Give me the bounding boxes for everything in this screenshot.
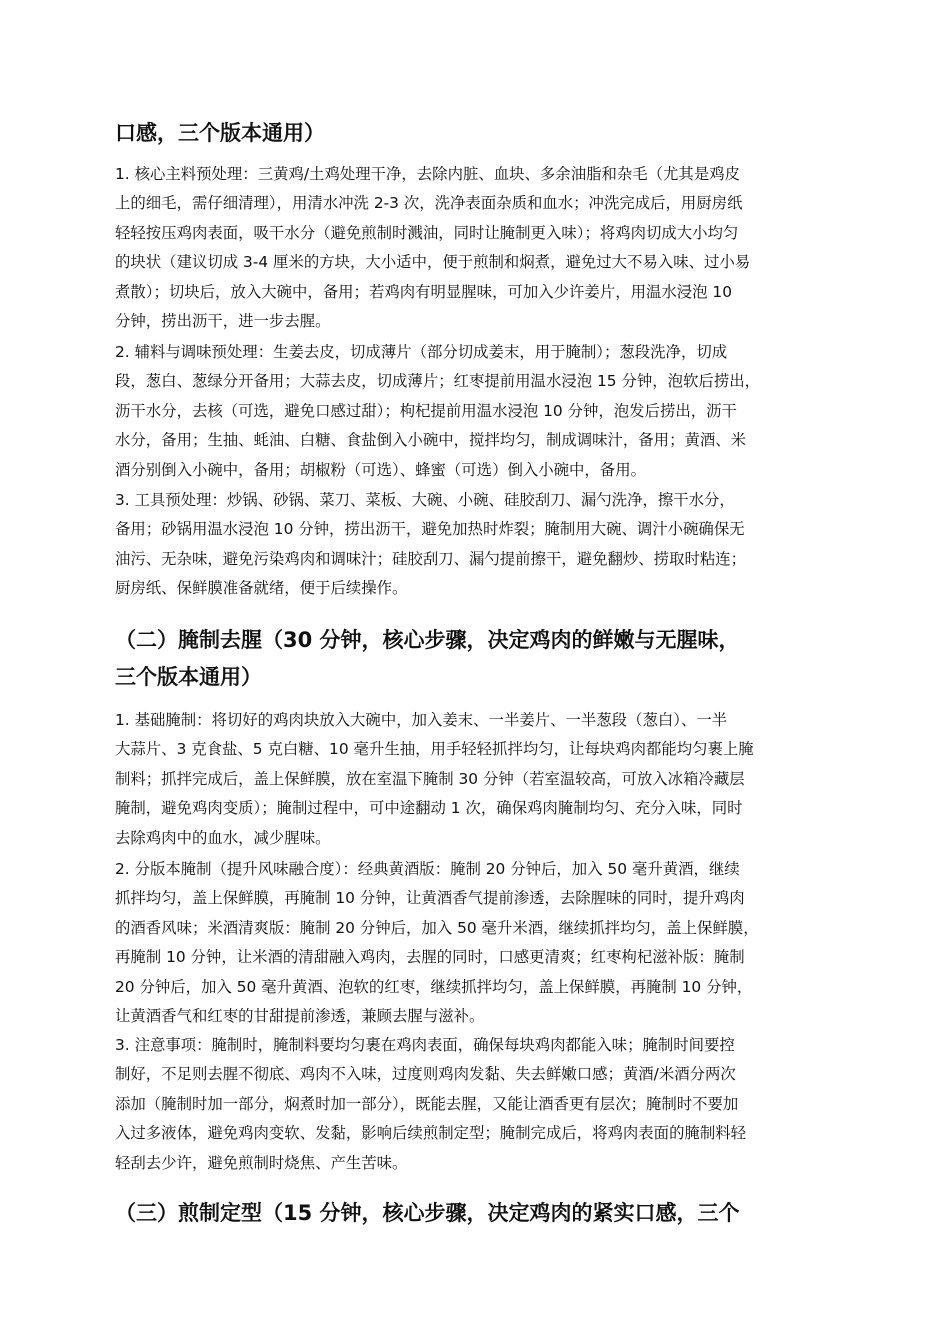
text-line: 水分，备用；生抽、蚝油、白糖、食盐倒入小碗中，搅拌均匀，制成调味汁，备用；黄酒、米 xyxy=(115,431,747,450)
text-line: 添加（腌制时加一部分，焖煮时加一部分），既能去腥，又能让酒香更有层次；腌制时不要加 xyxy=(115,1094,739,1113)
text-line: 让黄酒香气和红枣的甘甜提前渗透，兼顾去腥与滋补。 xyxy=(115,1007,485,1026)
text-line: 沥干水分，去核（可选，避免口感过甜）；枸杞提前用温水浸泡 10 分钟，泡发后捞出，沥干 xyxy=(115,401,737,420)
text-line: 的酒香风味；米酒清爽版：腌制 20 分钟后，加入 50 毫升米酒，继续抓拌均匀，盖上保鲜膜， xyxy=(115,918,759,937)
text-line: 再腌制 10 分钟，让米酒的清甜融入鸡肉，去腥的同时，口感更清爽；红枣枸杞滋补版：腌制 xyxy=(115,948,745,967)
text-line: 段，葱白、葱绿分开备用；大蒜去皮，切成薄片；红枣提前用温水浸泡 15 分钟，泡软后捞出， xyxy=(115,372,760,391)
text-line: 去除鸡肉中的血水，减少腥味。 xyxy=(115,828,331,847)
text-line: 厨房纸、保鲜膜准备就绪，便于后续操作。 xyxy=(115,579,408,598)
paragraph-core-ingredients xyxy=(115,160,837,336)
continued-heading: 口感，三个版本通用） xyxy=(115,121,325,145)
text-line: 2. 分版本腌制（提升风味融合度）：经典黄酒版：腌制 20 分钟后，加入 50 毫升黄酒，继续 xyxy=(115,860,740,878)
paragraph-notes xyxy=(115,1031,837,1178)
heading-line: （三）煎制定型（15 分钟，核心步骤，决定鸡肉的紧实口感，三个 xyxy=(115,1201,740,1225)
text-line: 1. 基础腌制：将切好的鸡肉块放入大碗中，加入姜末、一半姜片、一半葱段（葱白）、一半 xyxy=(115,711,728,729)
text-line: 1. 核心主料预处理：三黄鸡/土鸡处理干净，去除内脏、血块、多余油脂和杂毛（尤其是鸡皮 xyxy=(115,165,740,183)
text-line: 腌制，避免鸡肉变质）；腌制过程中，可中途翻动 1 次，确保鸡肉腌制均匀、充分入味，同时 xyxy=(115,799,743,818)
text-line: 上的细毛，需仔细清理），用清水冲洗 2-3 次，洗净表面杂质和血水；冲洗完成后，用厨房纸 xyxy=(115,194,743,213)
text-line: 3. 工具预处理：炒锅、砂锅、菜刀、菜板、大碗、小碗、硅胶刮刀、漏勺洗净，擦干水分， xyxy=(115,491,735,509)
text-line: 20 分钟后，加入 50 毫升黄酒、泡软的红枣，继续抓拌均匀，盖上保鲜膜，再腌制 10 分钟， xyxy=(115,977,753,996)
text-line: 入过多液体，避免鸡肉变软、发黏，影响后续煎制定型；腌制完成后，将鸡肉表面的腌制料轻 xyxy=(115,1124,747,1143)
text-line: 轻轻按压鸡肉表面，吸干水分（避免煎制时溅油，同时让腌制更入味）；将鸡肉切成大小均匀 xyxy=(115,223,739,242)
text-line: 2. 辅料与调味预处理：生姜去皮，切成薄片（部分切成姜末，用于腌制）；葱段洗净，切成 xyxy=(115,343,728,361)
text-line: 抓拌均匀，盖上保鲜膜，再腌制 10 分钟，让黄酒香气提前渗透，去除腥味的同时，提升鸡肉 xyxy=(115,889,745,908)
paragraph-tool-prep xyxy=(115,486,837,604)
text-line: 的块状（建议切成 3-4 厘米的方块，大小适中，便于煎制和焖煮，避免过大不易入味、过小易 xyxy=(115,253,751,272)
heading-line: （二）腌制去腥（30 分钟，核心步骤，决定鸡肉的鲜嫩与无腥味， xyxy=(115,628,740,652)
text-line: 分钟，捞出沥干，进一步去腥。 xyxy=(115,312,331,331)
text-line: 大蒜片、3 克食盐、5 克白糖、10 毫升生抽，用手轻轻抓拌均匀，让每块鸡肉都能均匀裹上腌 xyxy=(115,740,754,759)
text-line: 制料；抓拌完成后，盖上保鲜膜，放在室温下腌制 30 分钟（若室温较高，可放入冰箱冷藏层 xyxy=(115,769,745,788)
section-heading-marinate xyxy=(115,622,837,696)
paragraph-seasoning-prep xyxy=(115,338,837,485)
heading-line: 三个版本通用） xyxy=(115,665,262,689)
paragraph-version-marinate xyxy=(115,855,837,1031)
text-line: 油污、无杂味，避免污染鸡肉和调味汁；硅胶刮刀、漏勺提前擦干，避免翻炒、捞取时粘连； xyxy=(115,549,747,568)
text-line: 轻刮去少许，避免煎制时烧焦、产生苦味。 xyxy=(115,1153,408,1172)
text-line: 备用；砂锅用温水浸泡 10 分钟，捞出沥干，避免加热时炸裂；腌制用大碗、调汁小碗确保无 xyxy=(115,520,745,539)
text-line: 酒分别倒入小碗中，备用；胡椒粉（可选）、蜂蜜（可选）倒入小碗中，备用。 xyxy=(115,460,646,479)
text-line: 煮散）；切块后，放入大碗中，备用；若鸡肉有明显腥味，可加入少许姜片，用温水浸泡 10 xyxy=(115,282,733,301)
text-line: 3. 注意事项：腌制时，腌制料要均匀裹在鸡肉表面，确保每块鸡肉都能入味；腌制时间要控 xyxy=(115,1036,735,1054)
paragraph-basic-marinate xyxy=(115,706,837,853)
section-heading-frying xyxy=(115,1195,837,1232)
text-line: 制好，不足则去腥不彻底、鸡肉不入味，过度则鸡肉发黏、失去鲜嫩口感；黄酒/米酒分两次 xyxy=(115,1065,736,1084)
